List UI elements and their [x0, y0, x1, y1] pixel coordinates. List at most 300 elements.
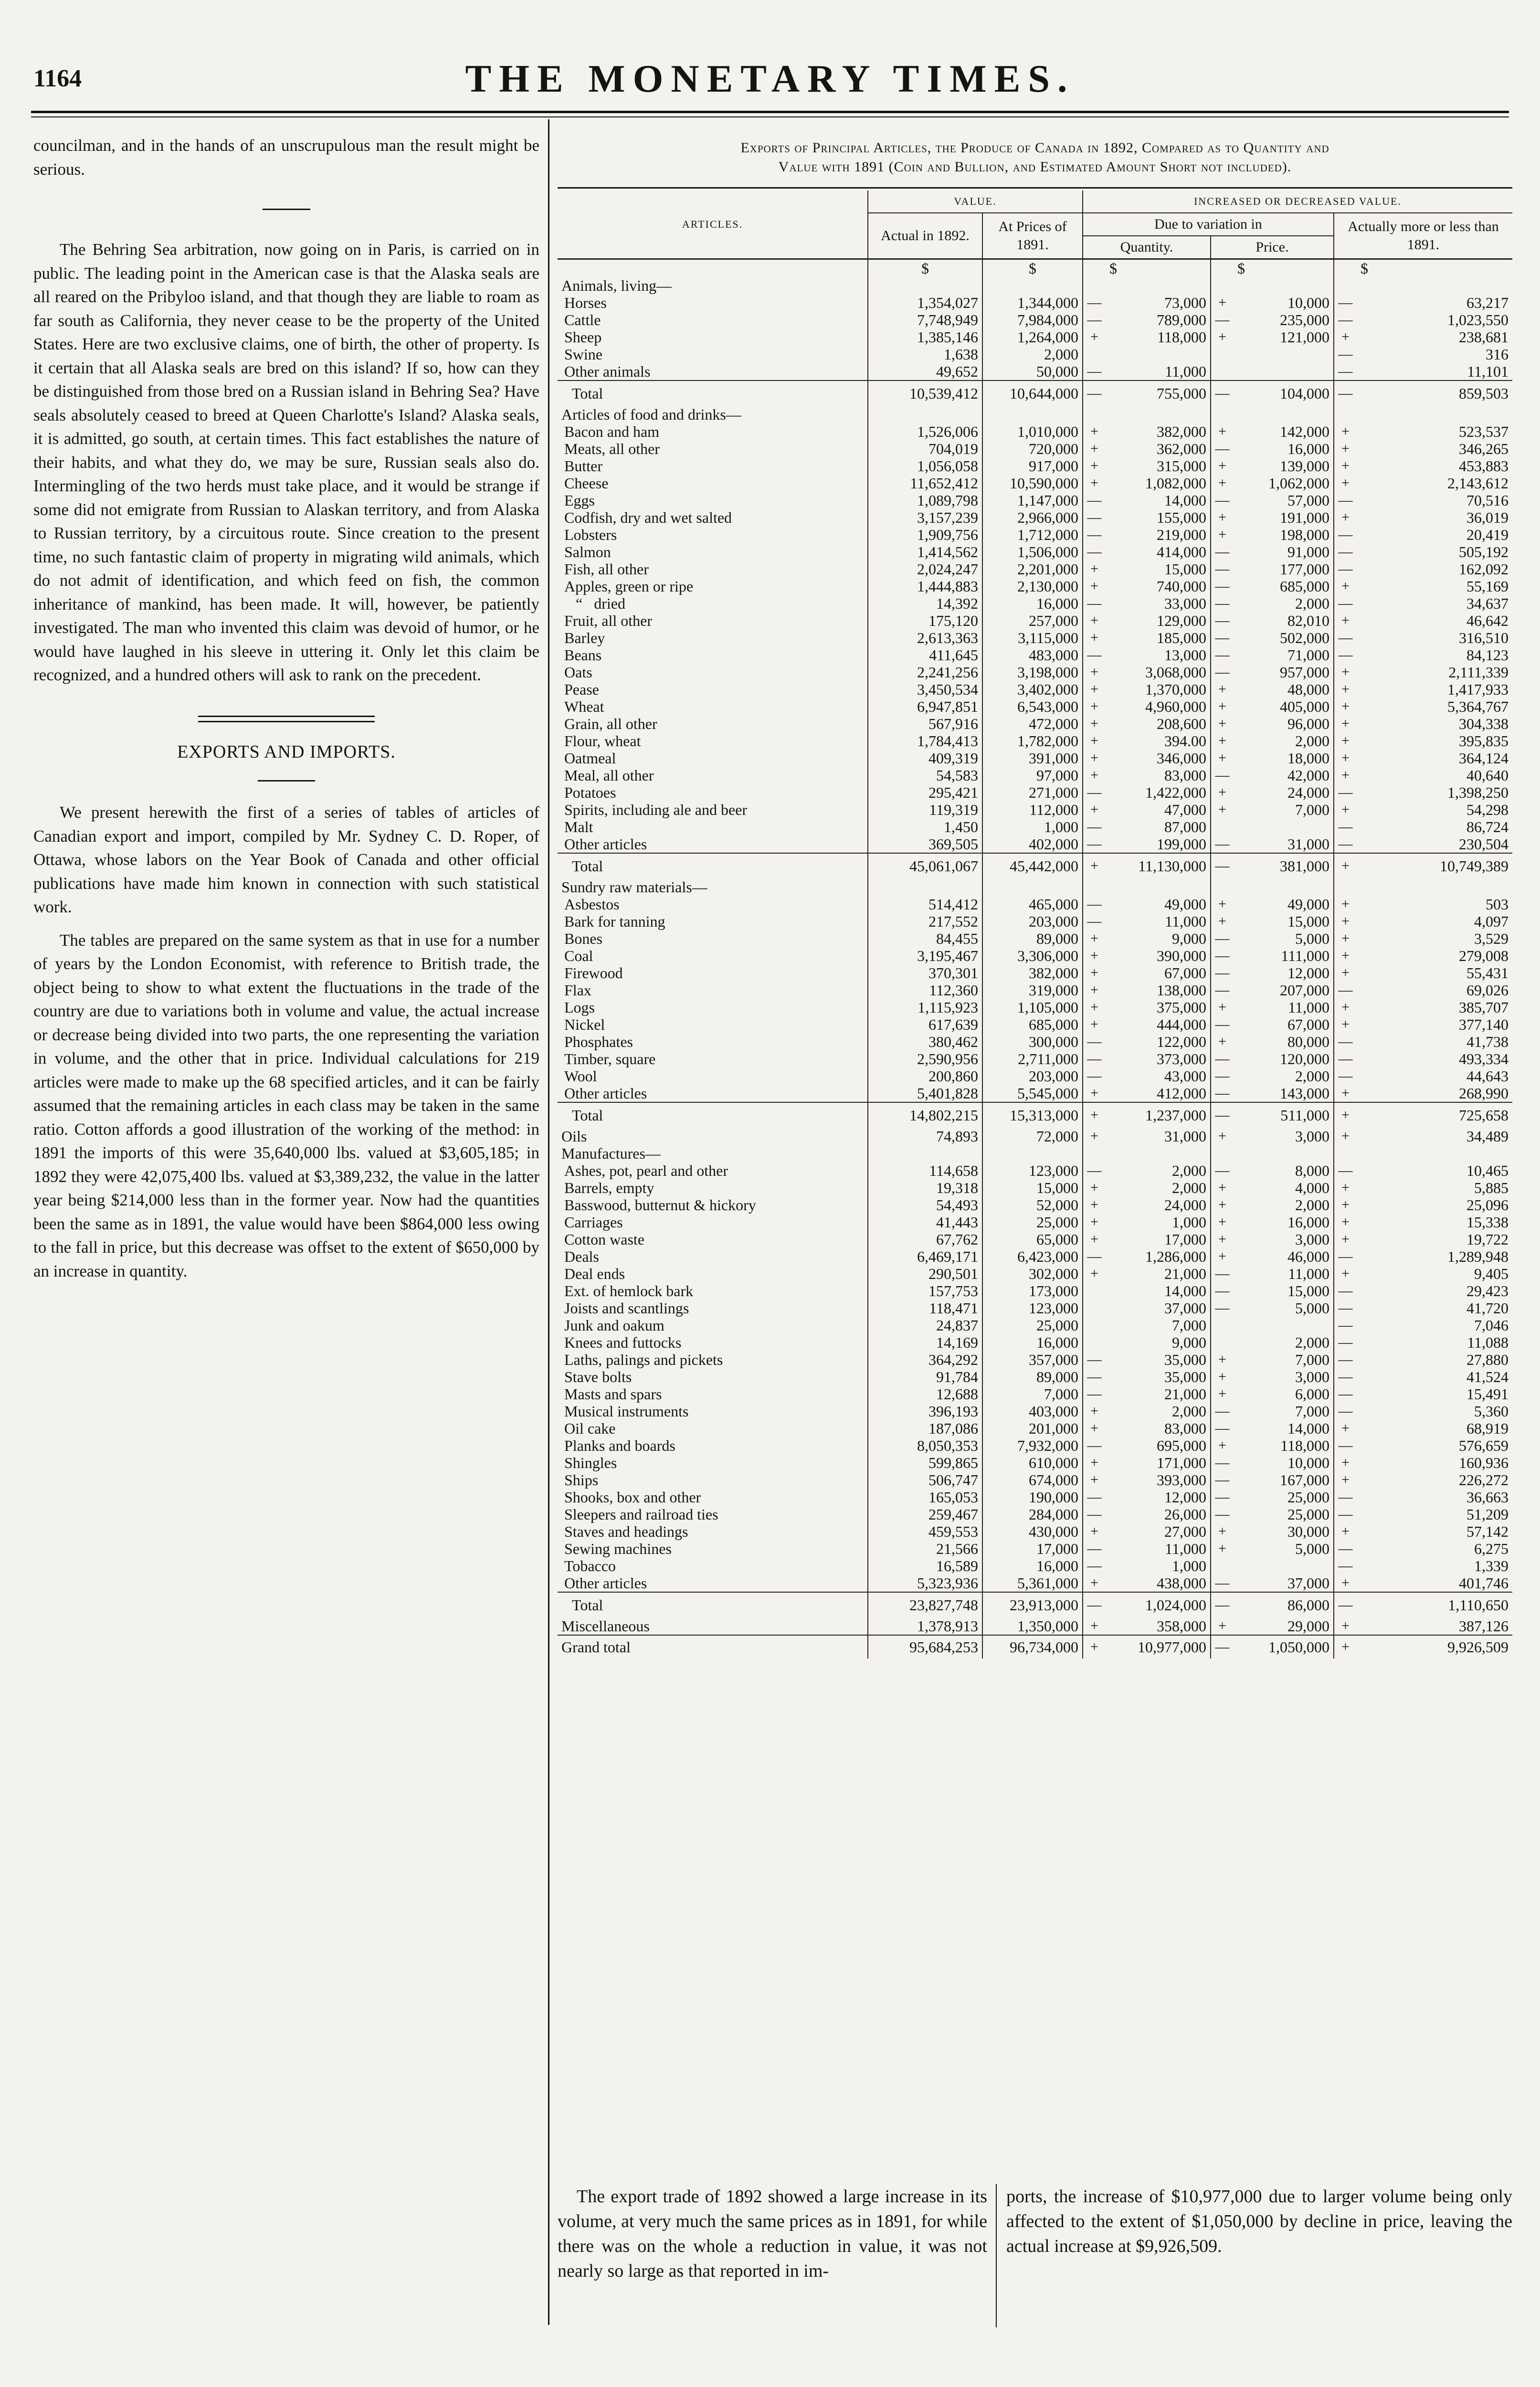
price-sign: —: [1211, 560, 1234, 578]
value-1891-prices: 89,000: [982, 930, 1083, 947]
table-row: [558, 560, 1512, 578]
actual-sign: +: [1334, 664, 1357, 681]
value-1891-prices: 685,000: [982, 1016, 1083, 1033]
article-name: Flax: [564, 982, 591, 999]
quantity-sign: —: [1083, 1050, 1106, 1067]
price-sign: +: [1211, 1617, 1234, 1635]
section-divider: [263, 209, 310, 210]
quantity-sign: —: [1083, 380, 1106, 406]
quantity-variation: 199,000: [1157, 835, 1206, 853]
price-sign: —: [1211, 767, 1234, 784]
price-sign: —: [1211, 1016, 1234, 1033]
quantity-variation: 10,977,000: [1106, 1635, 1211, 1658]
quantity-variation: 83,000: [1164, 1420, 1206, 1437]
price-sign: —: [1211, 1085, 1234, 1102]
heading-divider: [258, 780, 315, 782]
table-row: [558, 526, 1512, 543]
article-name: Oats: [564, 664, 592, 681]
actual-sign: +: [1334, 1196, 1357, 1214]
table-row: [558, 1050, 1512, 1067]
price-variation: 111,000: [1281, 947, 1329, 964]
quantity-sign: +: [1083, 629, 1106, 646]
value-1891-prices: 201,000: [982, 1420, 1083, 1437]
header-actually: Actually more or less than 1891.: [1334, 213, 1512, 258]
value-1892: 506,747: [868, 1471, 982, 1489]
actual-sign: +: [1334, 930, 1357, 947]
price-variation: [1234, 363, 1334, 380]
header-articles: ARTICLES.: [682, 218, 743, 230]
price-sign: —: [1211, 595, 1234, 612]
currency-row: [558, 259, 1512, 277]
price-variation: [1234, 406, 1334, 423]
actual-sign: +: [1334, 1265, 1357, 1282]
value-1892: 259,467: [868, 1506, 982, 1523]
actual-difference: 401,746: [1459, 1574, 1509, 1592]
actual-difference: 11,088: [1467, 1334, 1509, 1351]
article-name: Grain, all other: [564, 715, 657, 732]
price-sign: —: [1211, 1050, 1234, 1067]
price-sign: +: [1211, 1231, 1234, 1248]
value-1891-prices: 2,201,000: [982, 560, 1083, 578]
actual-sign: +: [1334, 1617, 1357, 1635]
article-name: Staves and headings: [564, 1523, 688, 1540]
price-variation: 104,000: [1234, 380, 1334, 406]
masthead-title: THE MONETARY TIMES.: [465, 57, 1075, 100]
value-1892: 514,412: [868, 896, 982, 913]
quantity-sign: +: [1083, 930, 1106, 947]
price-sign: +: [1211, 999, 1234, 1016]
actual-difference: 523,537: [1459, 423, 1509, 440]
value-1891-prices: 15,313,000: [982, 1102, 1083, 1128]
quantity-sign: +: [1083, 1574, 1106, 1592]
actual-sign: +: [1334, 328, 1357, 346]
actual-difference: 238,681: [1459, 328, 1509, 346]
quantity-sign: —: [1083, 818, 1106, 835]
price-variation: 139,000: [1280, 457, 1329, 475]
price-variation: [1234, 878, 1334, 896]
value-1891-prices: 319,000: [982, 982, 1083, 999]
value-1892: 3,157,239: [868, 509, 982, 526]
quantity-sign: +: [1083, 1635, 1106, 1658]
quantity-variation: 185,000: [1157, 629, 1206, 646]
table-row: [558, 629, 1512, 646]
value-1891-prices: 16,000: [982, 1334, 1083, 1351]
value-1892: [868, 878, 982, 896]
value-1892: 23,827,748: [868, 1592, 982, 1617]
value-1891-prices: 173,000: [982, 1282, 1083, 1299]
actual-sign: +: [1334, 698, 1357, 715]
value-1891-prices: 1,712,000: [982, 526, 1083, 543]
quantity-variation: [1106, 346, 1211, 363]
price-variation: 198,000: [1280, 526, 1329, 543]
quantity-sign: —: [1083, 1489, 1106, 1506]
price-variation: 2,000: [1295, 1334, 1329, 1351]
actual-difference: 505,192: [1459, 543, 1509, 560]
top-rule-thin: [31, 116, 1509, 117]
price-variation: 10,000: [1287, 294, 1329, 311]
quantity-sign: —: [1083, 896, 1106, 913]
table-row: [558, 1617, 1512, 1635]
quantity-sign: [1083, 277, 1106, 294]
quantity-variation: 362,000: [1157, 440, 1206, 457]
quantity-sign: —: [1083, 1385, 1106, 1403]
table-row: [558, 1231, 1512, 1248]
table-row: [558, 492, 1512, 509]
actual-sign: —: [1334, 1050, 1357, 1067]
quantity-sign: —: [1083, 1592, 1106, 1617]
price-variation: 96,000: [1287, 715, 1329, 732]
quantity-variation: 129,000: [1157, 612, 1206, 629]
article-name: Animals, living—: [561, 277, 672, 294]
table-row: [558, 1128, 1512, 1145]
actual-sign: —: [1334, 1282, 1357, 1299]
value-1891-prices: 65,000: [982, 1231, 1083, 1248]
price-sign: [1211, 818, 1234, 835]
article-name: Ships: [564, 1471, 599, 1489]
actual-difference: 86,724: [1466, 818, 1509, 835]
actual-difference: 40,640: [1466, 767, 1509, 784]
actual-difference: 29,423: [1466, 1282, 1509, 1299]
quantity-variation: 14,000: [1164, 492, 1206, 509]
value-1891-prices: 50,000: [982, 363, 1083, 380]
price-variation: 10,000: [1287, 1454, 1329, 1471]
price-variation: 120,000: [1280, 1050, 1329, 1067]
actual-difference: 725,658: [1357, 1102, 1512, 1128]
quantity-sign: +: [1083, 1214, 1106, 1231]
table-row: [558, 1265, 1512, 1282]
value-1892: 704,019: [868, 440, 982, 457]
article-name: Salmon: [564, 543, 611, 560]
quantity-sign: +: [1083, 1523, 1106, 1540]
table-row: [558, 328, 1512, 346]
actual-difference: 316,510: [1459, 629, 1509, 646]
price-variation: 91,000: [1287, 543, 1329, 560]
table-row: [558, 999, 1512, 1016]
quantity-variation: 31,000: [1164, 1128, 1206, 1145]
value-1892: 10,539,412: [868, 380, 982, 406]
price-variation: 3,000: [1295, 1128, 1329, 1145]
article-name: Total: [558, 853, 868, 878]
quantity-variation: 9,000: [1172, 930, 1206, 947]
actual-sign: —: [1334, 363, 1357, 380]
value-1892: 1,444,883: [868, 578, 982, 595]
actual-difference: 859,503: [1357, 380, 1512, 406]
price-sign: +: [1211, 896, 1234, 913]
header-prices-1891: At Prices of 1891.: [982, 213, 1083, 258]
value-1891-prices: 483,000: [982, 646, 1083, 664]
quantity-variation: 49,000: [1164, 896, 1206, 913]
quantity-variation: 11,000: [1165, 1540, 1206, 1557]
article-name: Total: [558, 380, 868, 406]
price-sign: +: [1211, 1214, 1234, 1231]
actual-difference: 2,143,612: [1447, 475, 1509, 492]
actual-sign: —: [1334, 1368, 1357, 1385]
quantity-sign: +: [1083, 1016, 1106, 1033]
value-1892: 165,053: [868, 1489, 982, 1506]
price-variation: 235,000: [1280, 311, 1329, 328]
exports-paragraph-2: The tables are prepared on the same system as that in use for a number of years by the London Economist, with reference to British trade, the object being to show to what extent the fluctuations in the trade of the country are due to variations both in volume and value, the actual increase or decrease being divided into two parts, the one representing the variation in volume, and the other that in price. Individual calculations for 219 articles were made to make up the 68 specified articles, and it can be fairly assumed that the remaining articles in each class may be taken in the same ratio. Cotton affords a good illustration of the working of the method: in 1891 the imports of this were 35,640,000 lbs. valued at $3,605,185; in 1892 they were 42,075,400 lbs. valued at $3,389,232, the value in the latter year being $214,000 less than in the former year. Now had the quantities been the same as in 1891, the value would have been $864,000 less owing to the fall in price, but this decrease was offset to the extent of $650,000 by an increase in quantity.: [33, 930, 539, 1280]
table-row: [558, 1033, 1512, 1050]
quantity-variation: 7,000: [1172, 1317, 1206, 1334]
quantity-variation: 373,000: [1157, 1050, 1206, 1067]
article-name: Firewood: [564, 964, 623, 982]
quantity-sign: +: [1083, 1085, 1106, 1102]
actual-sign: —: [1334, 1067, 1357, 1085]
quantity-sign: —: [1083, 1067, 1106, 1085]
table-row: [558, 440, 1512, 457]
value-1892: 459,553: [868, 1523, 982, 1540]
article-name: Total: [558, 1592, 868, 1617]
quantity-sign: +: [1083, 801, 1106, 818]
article-name: Cotton waste: [564, 1231, 644, 1248]
article-name: Bones: [564, 930, 602, 947]
currency-symbol: $: [982, 259, 1083, 277]
quantity-sign: +: [1083, 612, 1106, 629]
value-1892: 54,583: [868, 767, 982, 784]
actual-sign: —: [1334, 629, 1357, 646]
price-sign: +: [1211, 1179, 1234, 1196]
price-sign: —: [1211, 1403, 1234, 1420]
quantity-variation: 171,000: [1157, 1454, 1206, 1471]
quantity-variation: 13,000: [1164, 646, 1206, 664]
price-sign: +: [1211, 1196, 1234, 1214]
actual-sign: +: [1334, 853, 1357, 878]
value-1892: 45,061,067: [868, 853, 982, 878]
value-1891-prices: 96,734,000: [982, 1635, 1083, 1658]
price-variation: 25,000: [1287, 1489, 1329, 1506]
table-row: [558, 1085, 1512, 1102]
quantity-sign: —: [1083, 595, 1106, 612]
table-row: [558, 930, 1512, 947]
price-sign: —: [1211, 1420, 1234, 1437]
value-1892: 157,753: [868, 1282, 982, 1299]
value-1892: 1,784,413: [868, 732, 982, 750]
price-sign: —: [1211, 1635, 1234, 1658]
quantity-variation: 24,000: [1164, 1196, 1206, 1214]
actual-difference: 5,360: [1474, 1403, 1509, 1420]
table-row: [558, 750, 1512, 767]
actual-sign: +: [1334, 1102, 1357, 1128]
value-1891-prices: 15,000: [982, 1179, 1083, 1196]
price-sign: +: [1211, 423, 1234, 440]
quantity-variation: 138,000: [1157, 982, 1206, 999]
article-name: Other articles: [564, 1085, 647, 1102]
value-1892: 3,195,467: [868, 947, 982, 964]
value-1891-prices: 610,000: [982, 1454, 1083, 1471]
value-1892: 1,526,006: [868, 423, 982, 440]
actual-sign: —: [1334, 1162, 1357, 1179]
quantity-variation: 414,000: [1157, 543, 1206, 560]
price-sign: +: [1211, 1033, 1234, 1050]
price-sign: —: [1211, 1102, 1234, 1128]
quantity-sign: +: [1083, 440, 1106, 457]
article-name: Sewing machines: [564, 1540, 672, 1557]
actual-difference: 364,124: [1459, 750, 1509, 767]
value-1892: 217,552: [868, 913, 982, 930]
value-1892: 41,443: [868, 1214, 982, 1231]
price-sign: —: [1211, 1471, 1234, 1489]
value-1892: 3,450,534: [868, 681, 982, 698]
table-row: [558, 1489, 1512, 1506]
value-1892: 364,292: [868, 1351, 982, 1368]
quantity-variation: 12,000: [1164, 1489, 1206, 1506]
price-variation: 2,000: [1295, 732, 1329, 750]
actual-difference: 15,491: [1466, 1385, 1509, 1403]
value-1891-prices: 674,000: [982, 1471, 1083, 1489]
table-row: [558, 612, 1512, 629]
price-variation: 25,000: [1287, 1506, 1329, 1523]
actual-difference: 5,885: [1474, 1179, 1509, 1196]
price-variation: 11,000: [1288, 999, 1329, 1016]
price-variation: 12,000: [1287, 964, 1329, 982]
quantity-sign: +: [1083, 578, 1106, 595]
price-sign: —: [1211, 646, 1234, 664]
quantity-sign: +: [1083, 715, 1106, 732]
section-heading-row: [558, 878, 1512, 896]
price-variation: 46,000: [1287, 1248, 1329, 1265]
actual-difference: 162,092: [1459, 560, 1509, 578]
quantity-sign: +: [1083, 1196, 1106, 1214]
value-1892: 1,414,562: [868, 543, 982, 560]
value-1892: 599,865: [868, 1454, 982, 1471]
value-1891-prices: 3,402,000: [982, 681, 1083, 698]
actual-sign: +: [1334, 732, 1357, 750]
price-variation: 67,000: [1287, 1016, 1329, 1033]
value-1892: 1,354,027: [868, 294, 982, 311]
value-1892: 24,837: [868, 1317, 982, 1334]
value-1891-prices: 382,000: [982, 964, 1083, 982]
table-row: [558, 646, 1512, 664]
total-row: [558, 380, 1512, 406]
actual-difference: 453,883: [1459, 457, 1509, 475]
article-name: Meal, all other: [564, 767, 654, 784]
quantity-sign: +: [1083, 767, 1106, 784]
value-1891-prices: 1,105,000: [982, 999, 1083, 1016]
quantity-variation: 35,000: [1164, 1368, 1206, 1385]
actual-sign: +: [1334, 1128, 1357, 1145]
table-row: [558, 1179, 1512, 1196]
quantity-variation: 1,024,000: [1106, 1592, 1211, 1617]
actual-difference: 68,919: [1466, 1420, 1509, 1437]
article-name: Timber, square: [564, 1050, 656, 1067]
article-name: Grand total: [558, 1635, 868, 1658]
actual-difference: 19,722: [1466, 1231, 1509, 1248]
total-row: [558, 1102, 1512, 1128]
actual-difference: 55,431: [1466, 964, 1509, 982]
value-1891-prices: [982, 406, 1083, 423]
quantity-sign: [1083, 346, 1106, 363]
article-name: Ashes, pot, pearl and other: [564, 1162, 728, 1179]
actual-sign: +: [1334, 767, 1357, 784]
actual-difference: 503: [1486, 896, 1509, 913]
table-row: [558, 1162, 1512, 1179]
value-1892: 1,638: [868, 346, 982, 363]
quantity-variation: 346,000: [1157, 750, 1206, 767]
actual-sign: —: [1334, 1334, 1357, 1351]
article-name: Manufactures—: [561, 1145, 661, 1162]
value-1891-prices: 1,350,000: [982, 1617, 1083, 1635]
actual-difference: 230,504: [1459, 835, 1509, 853]
bottom-text-left: The export trade of 1892 showed a large increase in its volume, at very much the same prices as in 1891, for while there was on the whole a reduction in value, it was not nearly so large as that reported in im-: [558, 2186, 987, 2281]
quantity-sign: +: [1083, 1265, 1106, 1282]
price-variation: 7,000: [1295, 801, 1329, 818]
price-sign: —: [1211, 1489, 1234, 1506]
price-variation: 502,000: [1280, 629, 1329, 646]
value-1891-prices: 1,782,000: [982, 732, 1083, 750]
actual-sign: +: [1334, 475, 1357, 492]
price-variation: [1234, 277, 1334, 294]
currency-symbol: $: [1109, 260, 1117, 277]
article-name: Other articles: [564, 1574, 647, 1592]
value-1892: 2,241,256: [868, 664, 982, 681]
price-sign: +: [1211, 1523, 1234, 1540]
actual-difference: 1,110,650: [1357, 1592, 1512, 1617]
article-name: Tobacco: [564, 1557, 616, 1574]
actual-difference: 268,990: [1459, 1085, 1509, 1102]
value-1892: 7,748,949: [868, 311, 982, 328]
article-name: Masts and spars: [564, 1385, 662, 1403]
price-variation: 143,000: [1280, 1085, 1329, 1102]
value-1892: 5,401,828: [868, 1085, 982, 1102]
quantity-sign: +: [1083, 1128, 1106, 1145]
article-name: Butter: [564, 457, 602, 475]
value-1891-prices: 112,000: [982, 801, 1083, 818]
table-row: [558, 947, 1512, 964]
quantity-sign: +: [1083, 853, 1106, 878]
actual-sign: +: [1334, 1085, 1357, 1102]
value-1891-prices: 917,000: [982, 457, 1083, 475]
price-sign: [1211, 1334, 1234, 1351]
quantity-sign: +: [1083, 457, 1106, 475]
price-variation: 16,000: [1287, 440, 1329, 457]
value-1891-prices: 3,198,000: [982, 664, 1083, 681]
price-sign: +: [1211, 732, 1234, 750]
table-row: [558, 1523, 1512, 1540]
actual-sign: —: [1334, 1592, 1357, 1617]
quantity-sign: —: [1083, 784, 1106, 801]
price-sign: —: [1211, 947, 1234, 964]
value-1892: 380,462: [868, 1033, 982, 1050]
actual-sign: —: [1334, 560, 1357, 578]
value-1891-prices: [982, 878, 1083, 896]
price-sign: [1211, 1145, 1234, 1162]
value-1891-prices: 402,000: [982, 835, 1083, 853]
table-row: [558, 664, 1512, 681]
quantity-sign: +: [1083, 560, 1106, 578]
intro-fragment: councilman, and in the hands of an unscrupulous man the result might be serious.: [33, 136, 539, 179]
value-1891-prices: 17,000: [982, 1540, 1083, 1557]
value-1892: 8,050,353: [868, 1437, 982, 1454]
price-sign: +: [1211, 509, 1234, 526]
quantity-sign: [1083, 1145, 1106, 1162]
currency-symbol: $: [1361, 260, 1368, 277]
price-variation: 11,000: [1288, 1265, 1329, 1282]
quantity-sign: +: [1083, 475, 1106, 492]
price-sign: +: [1211, 526, 1234, 543]
price-variation: 5,000: [1295, 930, 1329, 947]
value-1891-prices: 403,000: [982, 1403, 1083, 1420]
quantity-variation: 17,000: [1164, 1231, 1206, 1248]
price-variation: [1234, 1557, 1334, 1574]
quantity-variation: 122,000: [1157, 1033, 1206, 1050]
double-divider: [198, 716, 375, 722]
actual-sign: —: [1334, 1351, 1357, 1368]
actual-difference: 34,489: [1466, 1128, 1509, 1145]
quantity-sign: —: [1083, 913, 1106, 930]
value-1891-prices: 7,000: [982, 1385, 1083, 1403]
actual-difference: [1357, 406, 1512, 423]
actual-difference: 7,046: [1474, 1317, 1509, 1334]
